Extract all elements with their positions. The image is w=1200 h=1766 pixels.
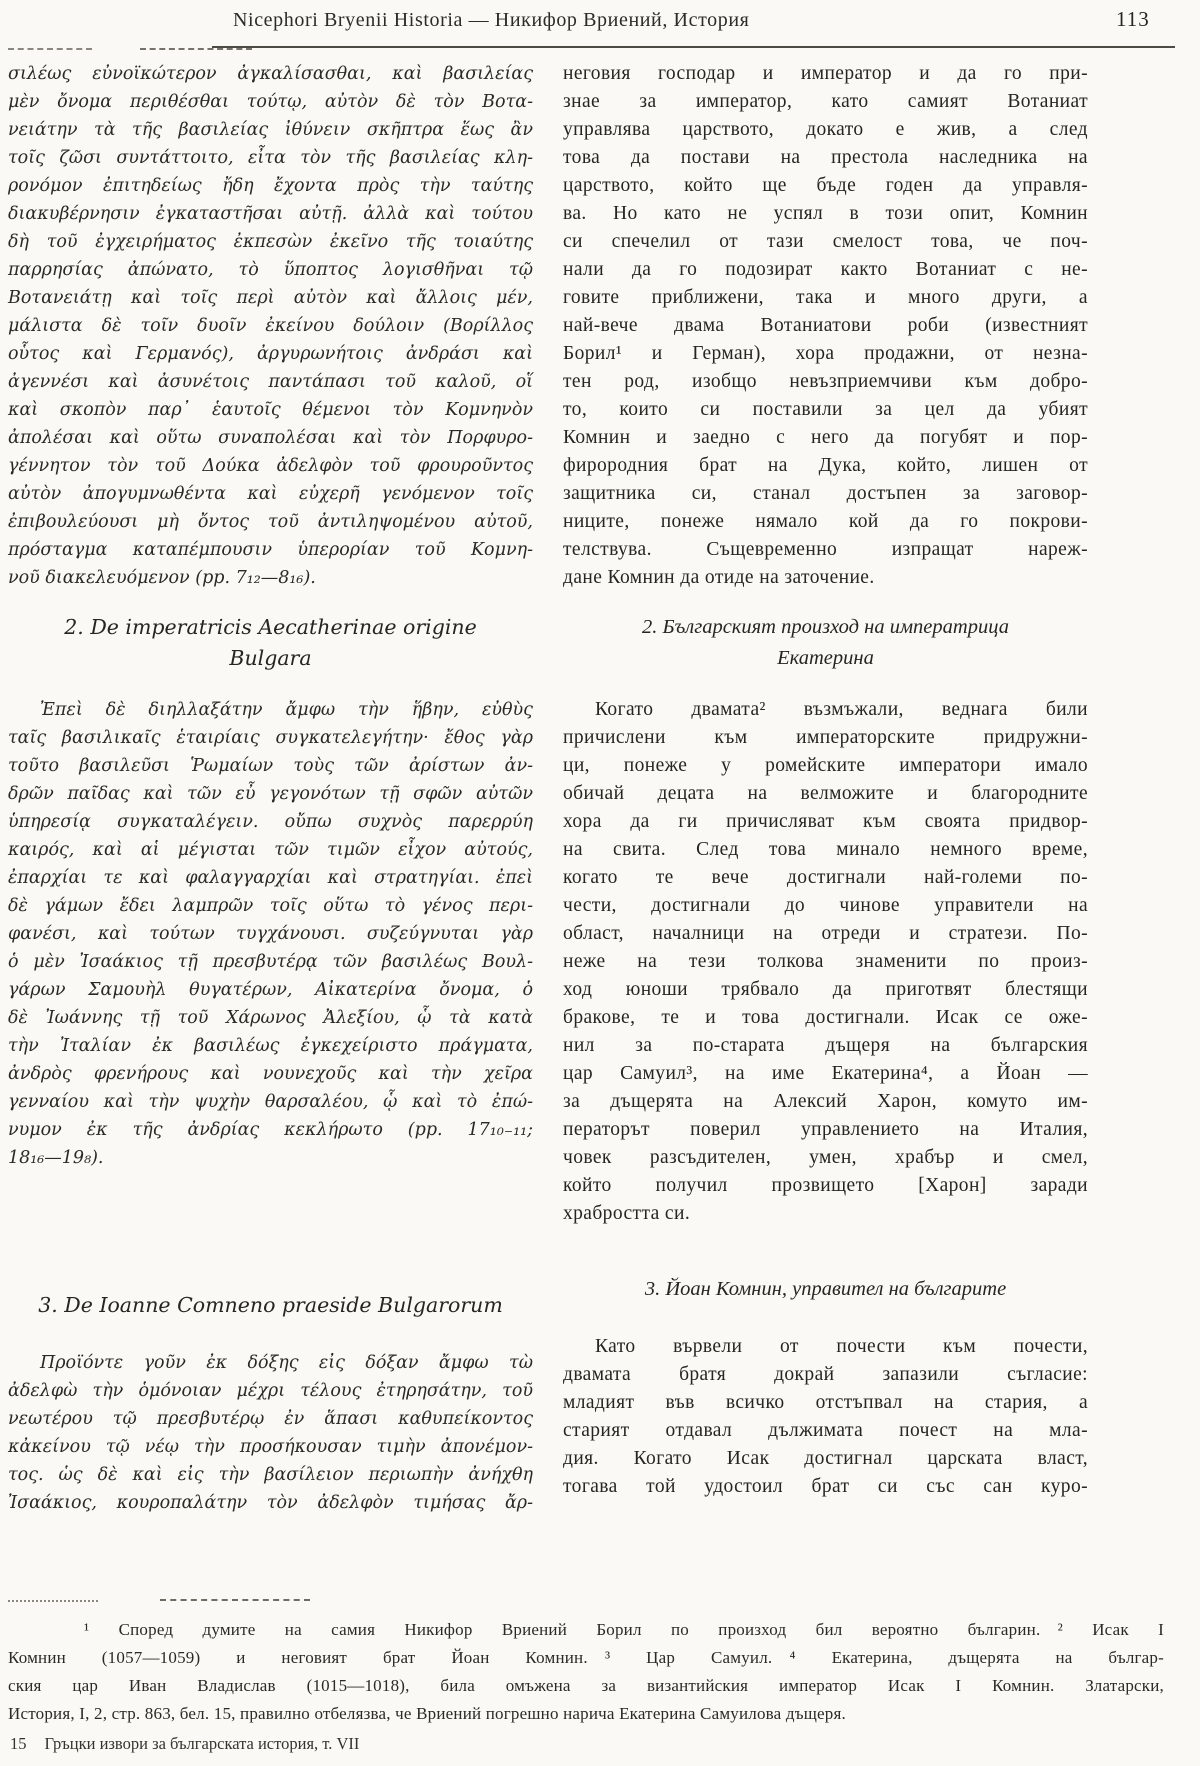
text-line: обичай децата на велможите и благородните	[563, 783, 1088, 804]
text-line: 18₁₆—19₈).	[8, 1148, 104, 1168]
text-line: говите приближени, така и много други, а	[563, 287, 1088, 308]
text-line: неговия господар и император и да го при-	[563, 63, 1088, 84]
text-line: σιλέως εὐνοϊκώτερον ἀγκαλίσασθαι, καὶ βασιλείας	[8, 64, 533, 84]
text-line: знае за император, като самият Вотаниат	[563, 91, 1088, 112]
text-line: тен род, изобщо невъзприемчиви към добро-	[563, 371, 1088, 392]
signature-line	[10, 1734, 359, 1754]
text-line: си спечелил от тази смелост това, че поч-	[563, 231, 1088, 252]
text-line: παρρησίας ἀπώνατο, τὸ ὕποπτος λογισθῆναι τῷ	[8, 260, 533, 280]
text-line: φανέσι, καὶ τούτων τυγχάνουσι. συζεύγνυται γὰρ	[8, 924, 533, 944]
two-column-text	[8, 60, 1088, 1517]
text-line: ператорът поверил управлението на Италия,	[563, 1119, 1088, 1140]
text-line: μάλιστα δὲ τοῖν δυοῖν ἐκείνου δούλοιν (Βορίλλος	[8, 316, 533, 336]
paragraph	[8, 696, 533, 1172]
text-line: νοῦ διακελευόμενον (pp. 7₁₂—8₁₆).	[8, 568, 316, 588]
text-line: ἐπαρχίαι τε καὶ φαλαγγαρχίαι καὶ στρατηγίαι. ἐπεὶ	[8, 868, 533, 888]
scan-artifact-dash	[8, 48, 92, 50]
text-line: телствува. Същевременно изпращат нареж-	[563, 539, 1088, 560]
footnote-separator	[8, 1600, 98, 1602]
text-line: бракове, те и това достигнали. Исак се оже-	[563, 1007, 1088, 1028]
paragraph	[563, 696, 1088, 1228]
greek-text-column	[8, 60, 533, 1517]
text-line: γέννητον τὸν τοῦ Δούκα ἀδελφὸν τοῦ φρουροῦντος	[8, 456, 533, 476]
text-line: неже на тези толкова знаменити по произ-	[563, 951, 1088, 972]
text-line: δρῶν παῖδας καὶ τῶν εὖ γεγονότων τῇ σφῶν αὐτῶν	[8, 784, 533, 804]
paragraph	[563, 1333, 1088, 1501]
text-line: γενναίου καὶ τὴν ψυχὴν θαρσαλέου, ᾧ καὶ τὸ ἐπώ-	[8, 1092, 533, 1112]
scan-artifact-dash	[140, 48, 252, 50]
text-line: ρονόμον ἐπιτηδείως ἤδη ἔχοντα πρὸς τὴν ταύτης	[8, 176, 533, 196]
signature-number: 15	[10, 1734, 27, 1753]
text-line: ταῖς βασιλικαῖς ἑταιρίαις συγκατελεγήτην· ἔθος γὰρ	[8, 728, 533, 748]
text-line: ¹ Според думите на самия Никифор Вриений Борил по произход бил вероятно българин. ² Исак I	[84, 1620, 1164, 1639]
footnote-separator	[160, 1599, 310, 1601]
paragraph	[8, 1616, 1164, 1728]
text-line: Βοτανειάτῃ καὶ τοῖς περὶ αὐτὸν καὶ ἄλλοις μέν,	[8, 288, 533, 308]
text-line: τος. ὡς δὲ καὶ εἰς τὴν βασίλειον περιωπὴν ἀνήχθη	[8, 1465, 533, 1485]
text-line: τοῖς ζῶσι συντάττοιτο, εἶτα τὸν τῆς βασιλείας κλη-	[8, 148, 533, 168]
text-line: Ἐπεὶ δὲ διηλλαξάτην ἄμφω τὴν ἥβην, εὐθὺς	[40, 700, 533, 720]
text-line: 3. De Ioanne Comneno praeside Bulgarorum	[38, 1293, 503, 1317]
text-line: човек разсъдителен, умен, храбър и смел,	[563, 1147, 1088, 1168]
text-line: царството, който ще бъде годен да управля-	[563, 175, 1088, 196]
text-line: 3. Йоан Комнин, управител на българите	[644, 1278, 1007, 1300]
text-line: това да постави на престола наследника на	[563, 147, 1088, 168]
text-line: καιρός, καὶ αἱ μέγισται τῶν τιμῶν εἶχον αὐτούς,	[8, 840, 533, 860]
text-line: най-вече двама Вотаниатови роби (известният	[563, 315, 1088, 336]
text-line: δὴ τοῦ ἐγχειρήματος ἐκπεσὼν ἐκεῖνο τῆς τοιαύτης	[8, 232, 533, 252]
text-line: област, началници на отреди и стратези. По-	[563, 923, 1088, 944]
text-line: цар Самуил³, на име Екатерина⁴, а Йоан —	[563, 1063, 1088, 1084]
text-line: фирородния брат на Дука, който, лишен от	[563, 455, 1088, 476]
section-heading	[8, 1290, 533, 1321]
text-line: ἀγεννέσι καὶ ἀσυνέτοις παντάπασι τοῦ καλοῦ, οἵ	[8, 372, 533, 392]
text-line: Комнин (1057—1059) и неговият брат Йоан Комнин. ³ Цар Самуил. ⁴ Екатерина, дъщерята на българ-	[8, 1648, 1164, 1667]
text-line: κἀκείνου τῷ νέῳ τὴν προσήκουσαν τιμὴν ἀπονέμον-	[8, 1437, 533, 1457]
text-line: Bulgara	[229, 646, 312, 670]
text-line: νειάτην τὰ τῆς βασιλείας ἰθύνειν σκῆπτρα ἕως ἂν	[8, 120, 533, 140]
text-line: Когато двамата² възмъжали, веднага били	[595, 699, 1088, 720]
text-line: История, I, 2, стр. 863, бел. 15, правилно отбелязва, че Вриений погрешно нарича Екатерина Самуилова дъщеря.	[8, 1704, 846, 1723]
text-line: хора да ги причисляват към своята придвор-	[563, 811, 1088, 832]
section-heading	[563, 1274, 1088, 1305]
text-line: Екатерина	[777, 647, 874, 669]
text-line: причислени към императорските придружни-	[563, 727, 1088, 748]
text-line: който получил прозвището [Харон] заради	[563, 1175, 1088, 1196]
text-line: ва. Но като не успял в този опит, Комнин	[563, 203, 1088, 224]
text-line: ци, понеже у ромейските императори имало	[563, 755, 1088, 776]
text-line: нил за по-старата дъщеря на българския	[563, 1035, 1088, 1056]
bulgarian-text-column	[563, 60, 1088, 1517]
text-line: то, които си поставили за цел да убият	[563, 399, 1088, 420]
text-line: защитника си, станал достъпен за заговор-	[563, 483, 1088, 504]
text-line: τοῦτο βασιλεῦσι Ῥωμαίων τοὺς τῶν ἀρίστων ἀν-	[8, 756, 533, 776]
text-line: οὗτος καὶ Γερμανός), ἀργυρωνήτοις ἀνδράσι καὶ	[8, 344, 533, 364]
text-line: двамата братя докрай запазили съгласие:	[563, 1364, 1088, 1385]
text-line: Προϊόντε γοῦν ἐκ δόξης εἰς δόξαν ἄμφω τὼ	[40, 1353, 533, 1373]
text-line: ἀδελφὼ τὴν ὁμόνοιαν μέχρι τέλους ἐτηρησάτην, τοῦ	[8, 1381, 533, 1401]
text-line: ὁ μὲν Ἰσαάκιος τῇ πρεσβυτέρᾳ τῶν βασιλέως Βουλ-	[8, 952, 533, 972]
text-line: 2. Българският произход на императрица	[642, 616, 1009, 638]
text-line: ἀπολέσαι καὶ οὕτω συναπολέσαι καὶ τὸν Πορφυρο-	[8, 428, 533, 448]
text-line: πρόσταγμα καταπέμπουσιν ὑπερορίαν τοῦ Κομνη-	[8, 540, 533, 560]
section-heading	[8, 612, 533, 674]
text-line: храбростта си.	[563, 1203, 691, 1224]
text-line: младият във всичко отстъпвал на стария, а	[563, 1392, 1088, 1413]
text-line: Комнин и заедно с него да погубят и пор-	[563, 427, 1088, 448]
text-line: διακυβέρνησιν ἐγκαταστῆσαι αὐτῇ. ἀλλὰ καὶ τούτου	[8, 204, 533, 224]
section-heading	[563, 612, 1088, 674]
paragraph	[563, 60, 1088, 592]
text-line: νυμον ἐκ τῆς ἀνδρίας κεκλήρωτο (pp. 17₁₀₋₁₁;	[8, 1120, 533, 1140]
text-line: μὲν ὄνομα περιθέσθαι τούτῳ, αὐτὸν δὲ τὸν Βοτα-	[8, 92, 533, 112]
text-line: на свита. След това минало немного време,	[563, 839, 1088, 860]
text-line: управлява царството, докато е жив, а след	[563, 119, 1088, 140]
text-line: дане Комнин да отиде на заточение.	[563, 567, 875, 588]
text-line: δὲ Ἰωάννης τῇ τοῦ Χάρωνος Ἀλεξίου, ᾧ τὰ κατὰ	[8, 1008, 533, 1028]
text-line: ἀνδρὸς φρενήρους καὶ νουνεχοῦς καὶ τὴν χεῖρα	[8, 1064, 533, 1084]
text-line: ἐπιβουλεύουσι μὴ ὄντος τοῦ ἀντιληψομένου αὐτοῦ,	[8, 512, 533, 532]
text-line: старият отдавал дължимата почест на мла-	[563, 1420, 1088, 1441]
text-line: αὐτὸν ἀπογυμνωθέντα καὶ εὐχερῆ γενόμενον τοῖς	[8, 484, 533, 504]
text-line: нали да го подозират както Вотаниат с не-	[563, 259, 1088, 280]
text-line: ския цар Иван Владислав (1015—1018), била омъжена за византийския император Исак I Комнин. Златарски,	[8, 1676, 1164, 1695]
text-line: νεωτέρου τῷ πρεσβυτέρῳ ἐν ἅπασι καθυπείκοντος	[8, 1409, 533, 1429]
running-title: Nicephori Bryenii Historia — Никифор Вриений, История	[233, 9, 750, 31]
text-line: тогава той удостоил брат си със сан куро-	[563, 1476, 1088, 1497]
text-line: 2. De imperatricis Aecatherinae origine	[64, 615, 477, 639]
text-line: за дъщерята на Алексий Харон, комуто им-	[563, 1091, 1088, 1112]
text-line: τὴν Ἰταλίαν ἐκ βασιλέως ἐγκεχείριστο πράγματα,	[8, 1036, 533, 1056]
text-line: чести, достигнали до чинове управители на	[563, 895, 1088, 916]
text-line: Като вървели от почести към почести,	[595, 1336, 1088, 1357]
signature-title: Гръцки извори за българската история, т. VII	[44, 1734, 360, 1753]
text-line: ход юноши трябвало да приготвят блестящи	[563, 979, 1088, 1000]
text-line: δὲ γάμων ἔδει λαμπρῶν τοῖς οὕτω τὸ γένος περι-	[8, 896, 533, 916]
paragraph	[8, 1349, 533, 1517]
footnotes-block	[8, 1616, 1164, 1728]
text-line: ὑπηρεσίᾳ συγκαταλέγειν. οὔπω συχνὸς παρερρύη	[8, 812, 533, 832]
text-line: дия. Когато Исак достигнал царската власт,	[563, 1448, 1088, 1469]
text-line: γάρων Σαμουὴλ θυγατέρων, Αἰκατερίνα ὄνομα, ὁ	[8, 980, 533, 1000]
text-line: ниците, понеже нямало кой да го покрови-	[563, 511, 1088, 532]
text-line: Ἰσαάκιος, κουροπαλάτην τὸν ἀδελφὸν τιμήσας ἄρ-	[8, 1493, 533, 1513]
text-line: Борил¹ и Герман), хора продажни, от незна-	[563, 343, 1088, 364]
header-rule	[212, 46, 1175, 48]
text-line: καὶ σκοπὸν παρ᾽ ἑαυτοῖς θέμενοι τὸν Κομνηνὸν	[8, 400, 533, 420]
page-number: 113	[1116, 7, 1150, 31]
paragraph	[8, 60, 533, 592]
text-line: когато те вече достигнали най-големи по-	[563, 867, 1088, 888]
